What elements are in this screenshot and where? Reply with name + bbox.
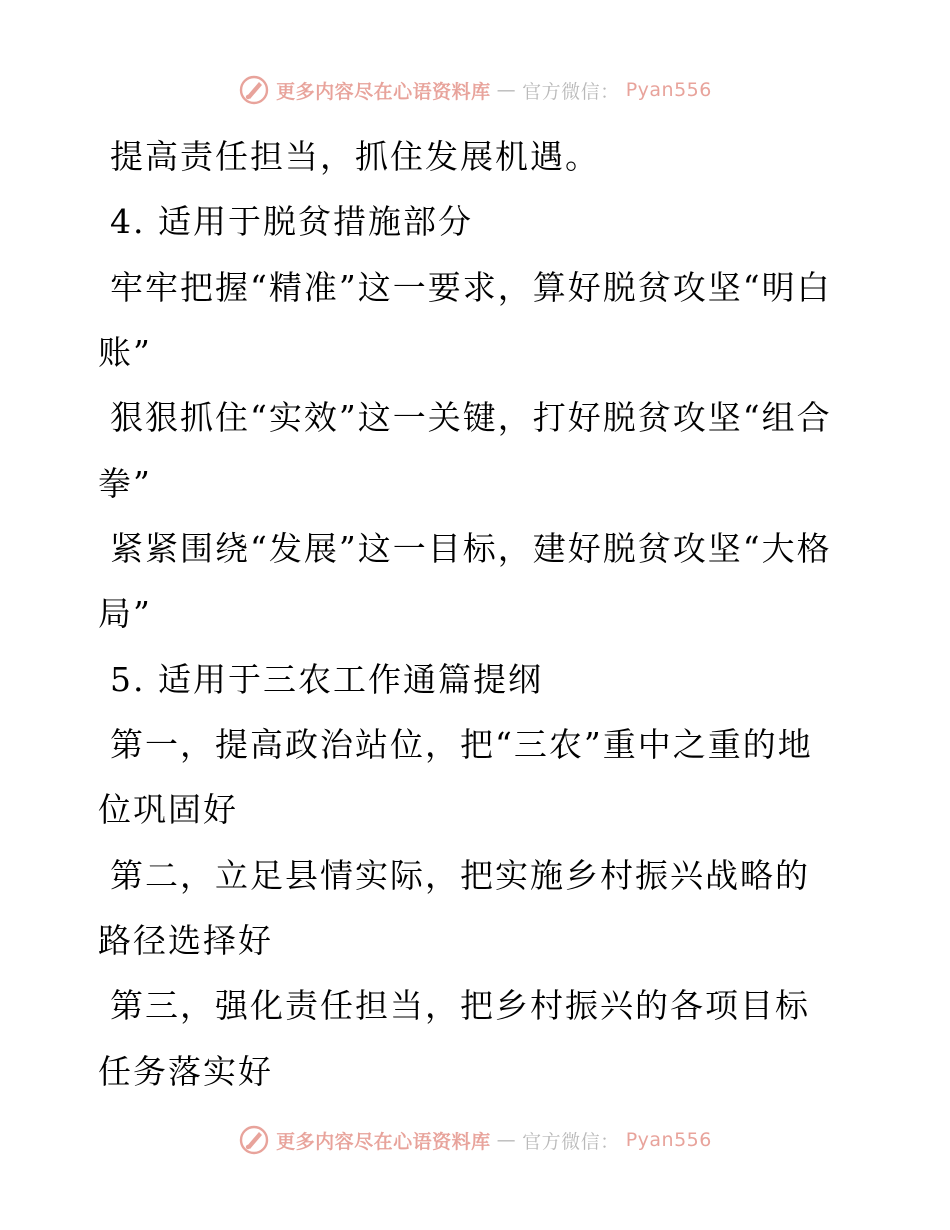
paragraph: 提高责任担当，抓住发展机遇。	[110, 137, 600, 176]
section-heading: 4. 适用于脱贫措施部分	[110, 202, 473, 242]
watermark-footer	[0, 1120, 950, 1160]
paragraph: 第二，立足县情实际，把实施乡村振兴战略的路径选择好	[98, 855, 810, 960]
watermark-wechat-id: Pyan556	[625, 1129, 712, 1151]
watermark-dash: —	[496, 1129, 517, 1151]
brand-logo-icon	[238, 74, 270, 106]
watermark-wechat-label: 官方微信：	[522, 1130, 620, 1153]
paragraph: 第三，强化责任担当，把乡村振兴的各项目标任务落实好	[98, 986, 810, 1091]
watermark-wechat-label: 官方微信：	[522, 80, 620, 103]
watermark-header	[0, 70, 950, 110]
brand-logo-icon	[238, 1124, 270, 1156]
paragraph: 紧紧围绕“发展”这一目标，建好脱贫攻坚“大格局”	[98, 528, 832, 634]
section-heading: 5. 适用于三农工作通篇提纲	[110, 659, 543, 699]
paragraph: 第一，提高政治站位，把“三农”重中之重的地位巩固好	[98, 724, 813, 830]
paragraph: 狠狠抓住“实效”这一关键，打好脱贫攻坚“组合拳”	[98, 398, 832, 503]
watermark-main-text: 更多内容尽在心语资料库	[276, 80, 491, 103]
paragraph: 牢牢把握“精准”这一要求，算好脱贫攻坚“明白账”	[98, 267, 832, 372]
watermark-wechat-id: Pyan556	[625, 79, 712, 101]
watermark-main-text: 更多内容尽在心语资料库	[276, 1130, 491, 1153]
document-body	[98, 124, 838, 1104]
watermark-dash: —	[496, 79, 517, 101]
